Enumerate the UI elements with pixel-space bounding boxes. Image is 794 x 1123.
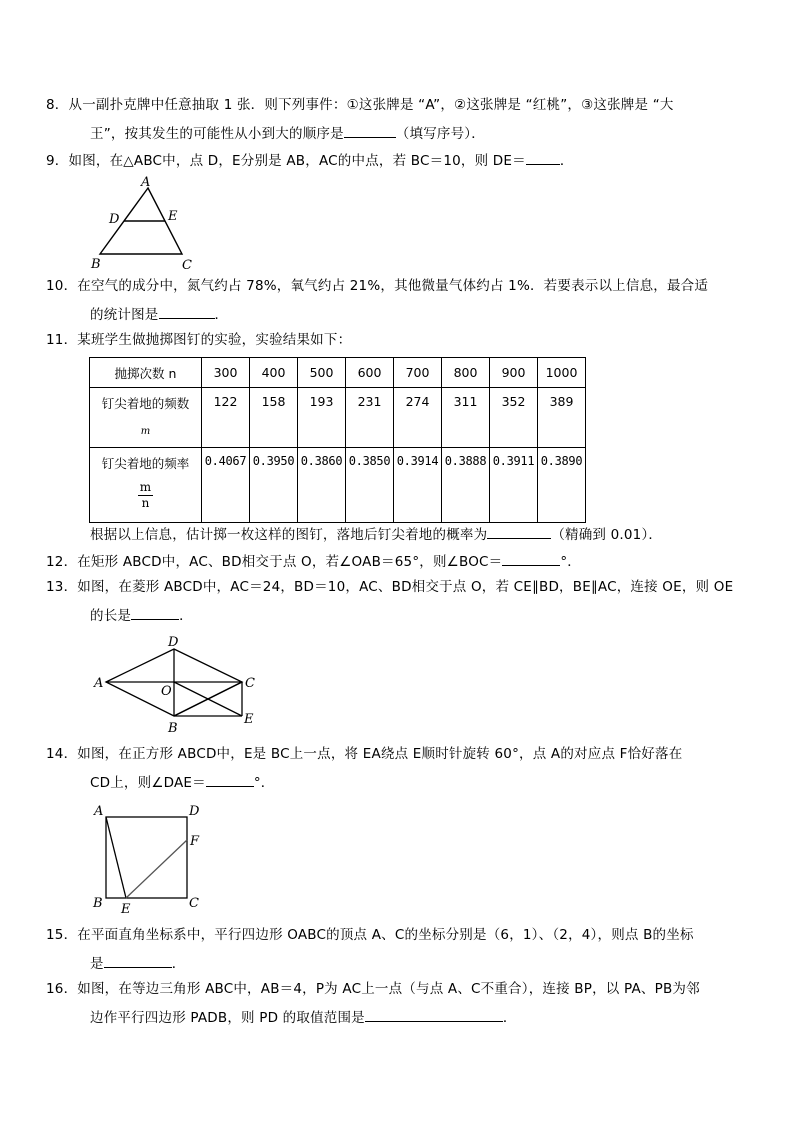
answer-blank-16[interactable]: [365, 1007, 503, 1022]
question-11-line-1: [46, 331, 351, 349]
question-15-text: 在平面直角坐标系中，平行四边形 OABC的顶点 A、C的坐标分别是（6，1）、（2，4），则点 B的坐标: [77, 927, 694, 943]
label-f: F: [190, 834, 200, 849]
experiment-table: [89, 357, 586, 523]
row-header-rate-label: 钉尖着地的频率: [101, 456, 190, 471]
row-header-frequency: [90, 388, 202, 448]
table-cell: 231: [346, 388, 394, 448]
label-a: A: [94, 804, 104, 819]
question-10-text-end: ．: [214, 307, 229, 323]
table-cell: 800: [442, 358, 490, 388]
table-cell: 0.3911: [490, 448, 538, 523]
table-cell: 0.4067: [202, 448, 250, 523]
table-cell: 389: [538, 388, 586, 448]
question-8-text: 从一副扑克牌中任意抽取 1 张．则下列事件：①这张牌是 “A”，②这张牌是 “红桃”，③这张牌是 “大: [68, 97, 674, 113]
answer-blank-14[interactable]: [206, 772, 254, 787]
table-row-frequency: [90, 388, 586, 448]
question-16-line-2: [90, 1007, 517, 1027]
label-c: C: [182, 258, 192, 272]
table-cell: 0.3888: [442, 448, 490, 523]
label-d: D: [109, 212, 120, 227]
label-d: D: [189, 804, 200, 819]
question-10-number: 10．: [46, 278, 78, 294]
question-10-line-1: [46, 277, 708, 295]
question-11-conclusion-text: 根据以上信息，估计掷一枚这样的图钉，落地后钉尖着地的概率为: [90, 527, 488, 543]
label-b: B: [93, 896, 103, 911]
table-cell: 0.3914: [394, 448, 442, 523]
table-cell: 158: [250, 388, 298, 448]
question-9-text-end: ．: [559, 153, 574, 169]
table-cell: 0.3860: [298, 448, 346, 523]
fraction-denominator: n: [141, 496, 150, 510]
label-e: E: [168, 209, 178, 224]
table-cell: 0.3850: [346, 448, 394, 523]
table-cell: 400: [250, 358, 298, 388]
question-16-number: 16．: [46, 981, 78, 997]
question-14-line-2: [90, 772, 275, 792]
label-e: E: [121, 902, 131, 917]
question-15-text-2: 是: [90, 956, 104, 972]
question-9-number: 9．: [46, 153, 69, 169]
question-13-text-end: ．: [179, 608, 193, 624]
table-cell: 500: [298, 358, 346, 388]
question-15-number: 15．: [46, 927, 78, 943]
question-16-text-2: 边作平行四边形 PADB，则 PD 的取值范围是: [90, 1010, 365, 1026]
question-13-number: 13．: [46, 579, 78, 595]
question-16-text-end: ．: [502, 1010, 517, 1026]
square-figure-q14: [85, 797, 210, 917]
table-cell: 700: [394, 358, 442, 388]
row-header-throws: 抛掷次数 n: [90, 358, 202, 388]
table-cell: 900: [490, 358, 538, 388]
question-15-text-end: ．: [171, 956, 186, 972]
label-b: B: [168, 721, 178, 736]
question-10-text-2: 的统计图是: [90, 307, 159, 323]
question-16-text: 如图，在等边三角形 ABC中，AB＝4，P为 AC上一点（与点 A、C不重合），连接 BP，以 PA、PB为邻: [77, 981, 700, 997]
question-8-text-3: （填写序号）．: [395, 126, 485, 142]
answer-blank-11[interactable]: [487, 524, 551, 539]
row-header-frequency-label: 钉尖着地的频数: [101, 396, 190, 411]
table-cell: 0.3890: [538, 448, 586, 523]
label-c: C: [189, 896, 199, 911]
answer-blank-13[interactable]: [131, 605, 179, 620]
fraction-numerator: m: [139, 480, 152, 494]
question-12-text: 在矩形 ABCD中，AC、BD相交于点 O，若∠OAB＝65°，则∠BOC＝: [77, 554, 503, 570]
table-cell: 1000: [538, 358, 586, 388]
table-cell: 311: [442, 388, 490, 448]
answer-blank-8[interactable]: [344, 123, 396, 138]
question-10-text: 在空气的成分中，氮气约占 78%，氧气约占 21%，其他微量气体约占 1%．若要表示以上信息，最合适: [77, 278, 709, 294]
question-13-text-2: 的长是: [90, 608, 132, 624]
question-9-text: 如图，在△ABC中，点 D，E分别是 AB，AC的中点，若 BC＝10，则 DE＝: [68, 153, 526, 169]
fraction-m-over-n: [138, 480, 153, 511]
question-13-line-2: [90, 605, 193, 625]
question-14-text-2: CD上，则∠DAE＝: [90, 775, 206, 791]
label-a: A: [94, 676, 104, 691]
question-15-line-1: [46, 926, 694, 944]
question-13-line-1: [46, 578, 733, 596]
question-14-text: 如图，在正方形 ABCD中，E是 BC上一点，将 EA绕点 E顺时针旋转 60°，点 A的对应点 F恰好落在: [77, 746, 683, 762]
label-c: C: [245, 676, 255, 691]
answer-blank-15[interactable]: [104, 953, 172, 968]
label-b: B: [91, 257, 101, 272]
label-d: D: [168, 635, 179, 650]
table-row-rate: [90, 448, 586, 523]
question-12-number: 12．: [46, 554, 78, 570]
question-11-conclusion: [90, 524, 662, 544]
question-14-line-1: [46, 745, 682, 763]
row-header-rate: [90, 448, 202, 523]
label-o: O: [161, 684, 172, 699]
question-13-text: 如图，在菱形 ABCD中，AC＝24，BD＝10，AC、BD相交于点 O，若 CE∥BD，BE∥AC，连接 OE，则 OE: [77, 579, 734, 595]
question-8-text-2: 王”，按其发生的可能性从小到大的顺序是: [90, 126, 344, 142]
question-10-line-2: [90, 304, 228, 324]
question-12-text-end: °．: [560, 554, 582, 570]
table-cell: 0.3950: [250, 448, 298, 523]
question-9-line-1: [46, 150, 574, 170]
question-8-line-1: [46, 96, 674, 114]
question-15-line-2: [90, 953, 185, 973]
answer-blank-9[interactable]: [526, 150, 560, 165]
row-header-frequency-symbol: m: [140, 426, 151, 437]
question-8-line-2: [90, 123, 485, 143]
question-14-text-end: °．: [253, 775, 275, 791]
table-cell: 274: [394, 388, 442, 448]
triangle-figure-q9: [85, 172, 195, 272]
table-cell: 122: [202, 388, 250, 448]
label-e: E: [244, 712, 254, 727]
question-8-number: 8．: [46, 97, 69, 113]
question-11-text: 某班学生做抛掷图钉的实验，实验结果如下：: [77, 332, 352, 348]
table-cell: 352: [490, 388, 538, 448]
answer-blank-10[interactable]: [159, 304, 215, 319]
question-11-conclusion-end: （精确到 0.01）．: [551, 527, 663, 543]
table-cell: 193: [298, 388, 346, 448]
rhombus-figure-q13: [85, 630, 270, 740]
table-cell: 300: [202, 358, 250, 388]
question-14-number: 14．: [46, 746, 78, 762]
question-16-line-1: [46, 980, 700, 998]
table-cell: 600: [346, 358, 394, 388]
question-12-line-1: [46, 551, 581, 571]
label-a: A: [141, 175, 151, 190]
question-11-number: 11．: [46, 332, 78, 348]
table-row-throws: [90, 358, 586, 388]
answer-blank-12[interactable]: [502, 551, 560, 566]
